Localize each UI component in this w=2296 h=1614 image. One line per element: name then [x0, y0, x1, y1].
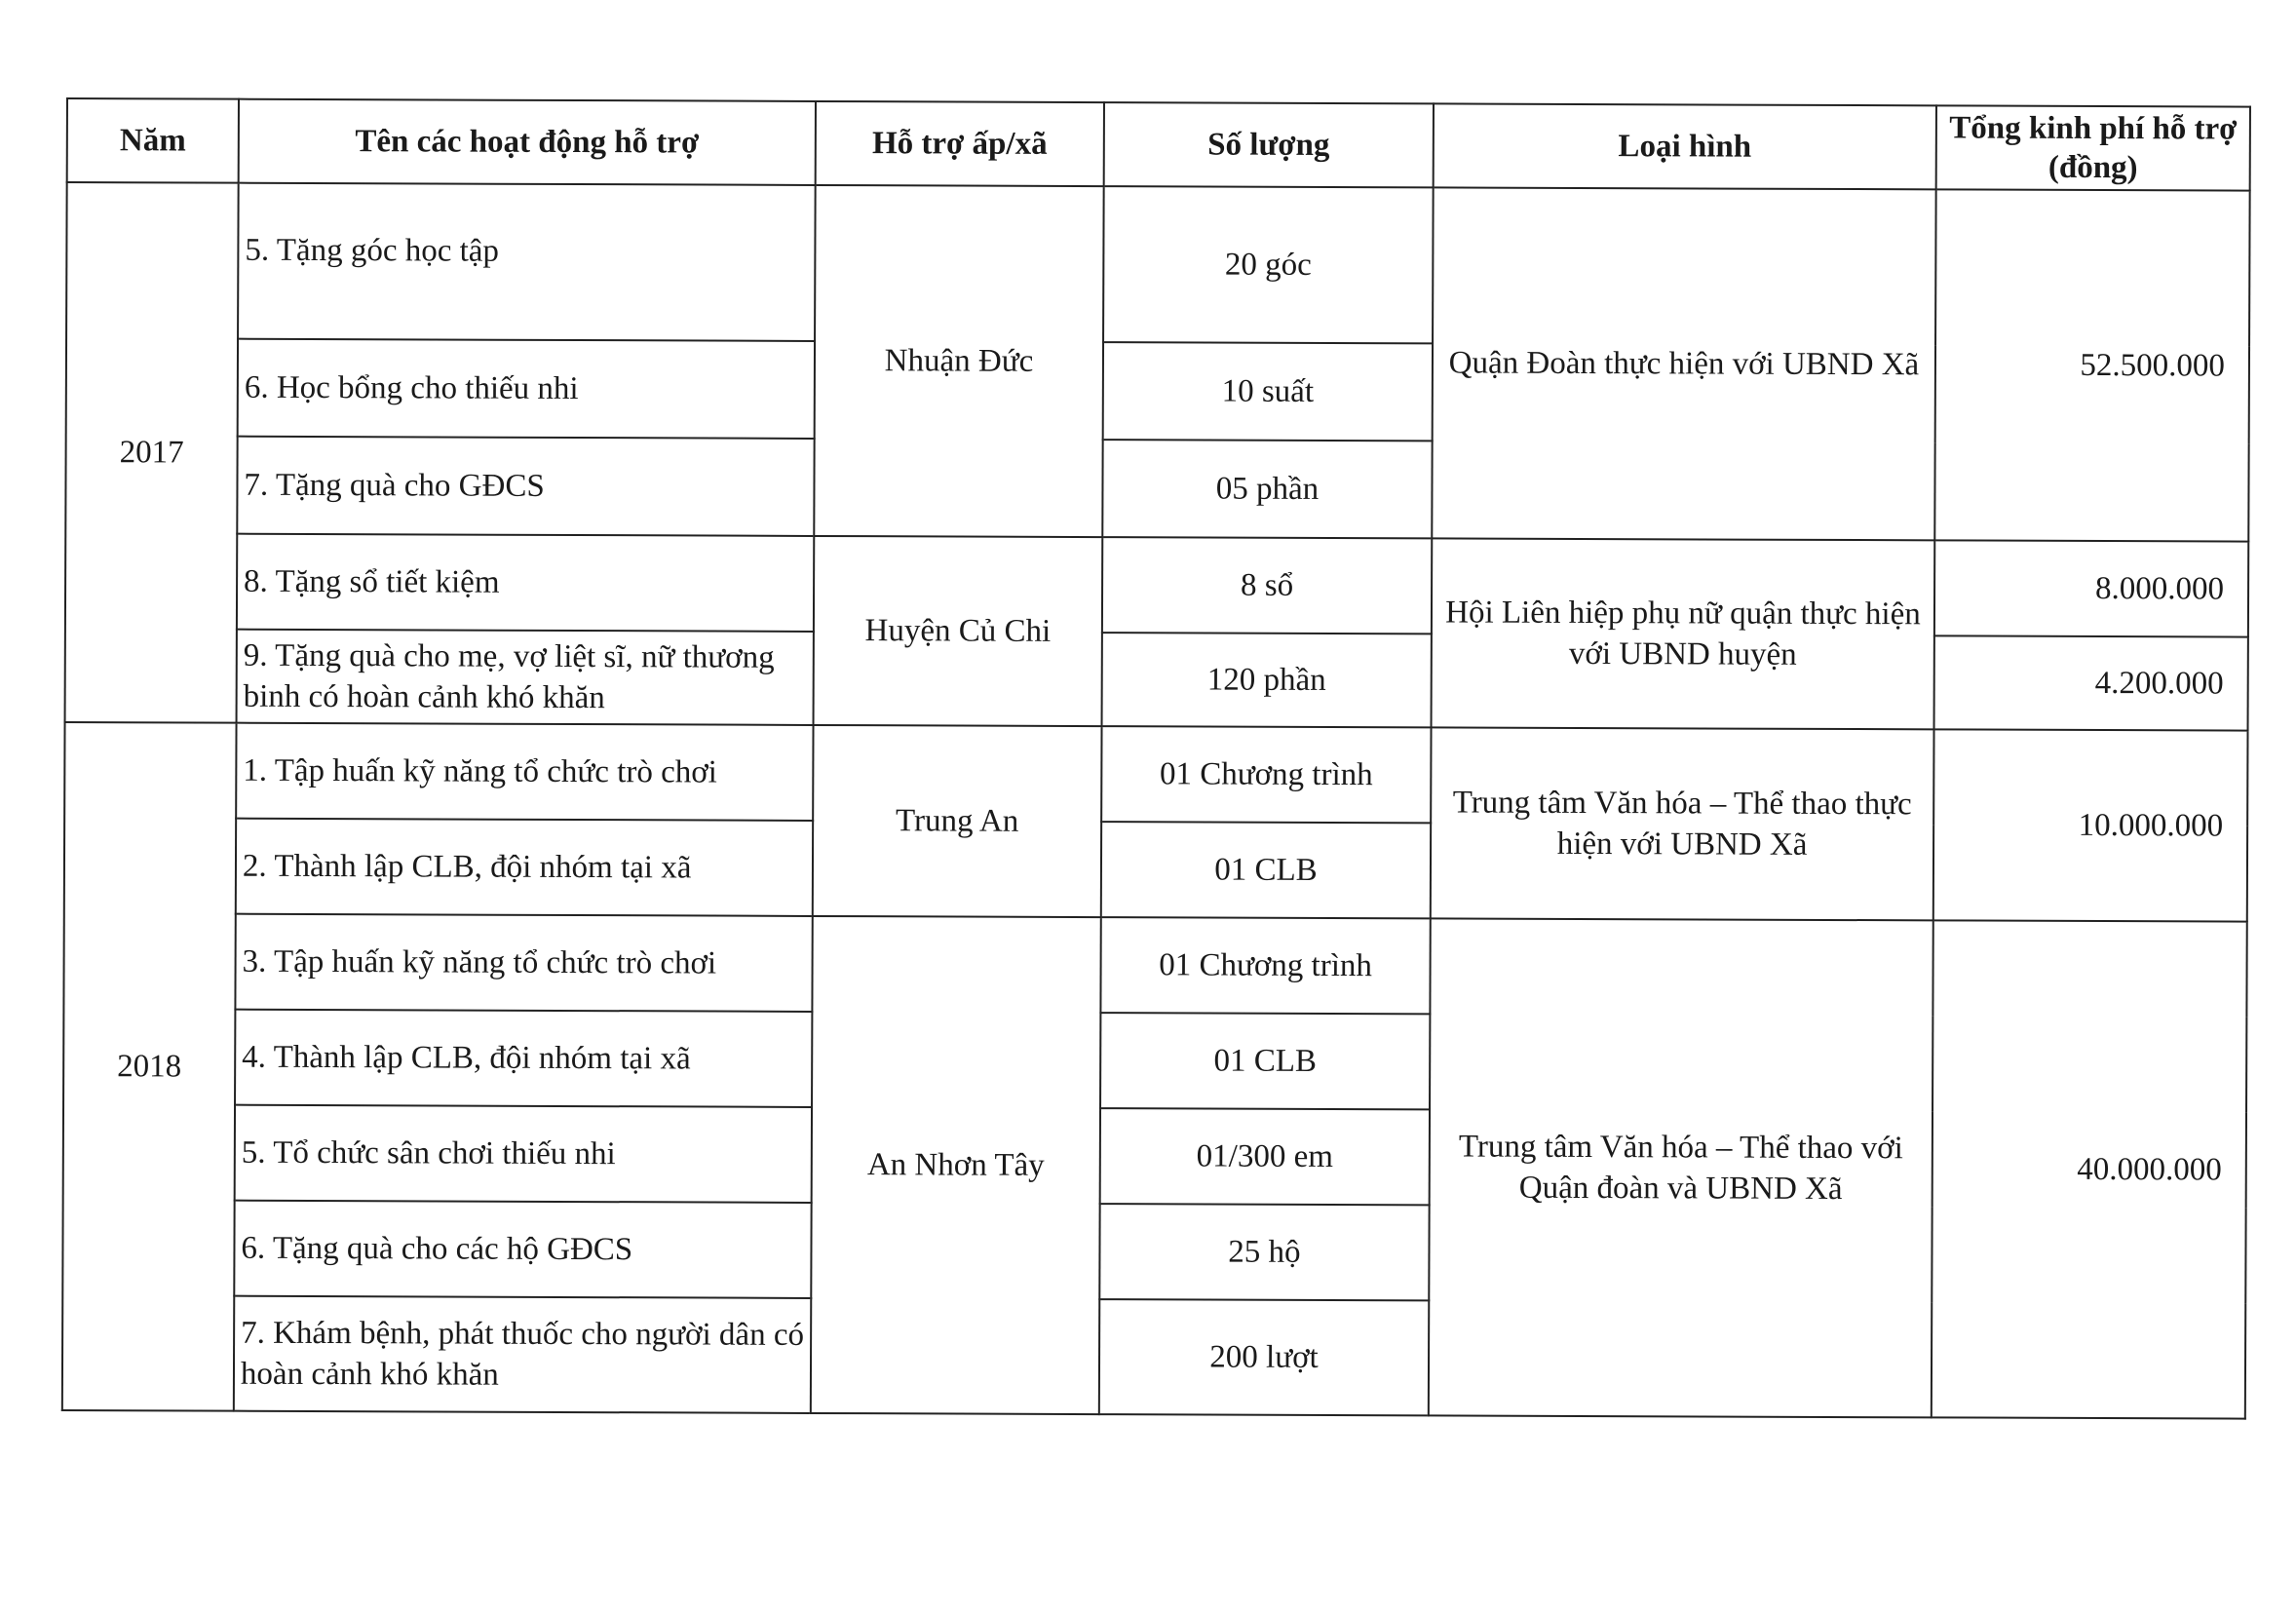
header-type: Loại hình	[1434, 103, 1936, 189]
header-activity: Tên các hoạt động hỗ trợ	[239, 99, 816, 185]
activity-cell: 6. Học bổng cho thiếu nhi	[238, 339, 815, 439]
total-cell: 40.000.000	[1932, 920, 2247, 1418]
quantity-cell: 20 góc	[1103, 186, 1434, 343]
type-cell: Trung tâm Văn hóa – Thể thao thực hiện với UBND Xã	[1431, 727, 1934, 920]
table-row	[65, 533, 2248, 637]
year-cell: 2018	[62, 722, 237, 1411]
header-quantity: Số lượng	[1104, 102, 1434, 187]
quantity-cell: 25 hộ	[1099, 1204, 1429, 1300]
total-cell: 4.200.000	[1934, 635, 2248, 730]
location-cell: Nhuận Đức	[814, 185, 1103, 537]
quantity-cell: 8 sổ	[1102, 537, 1432, 634]
table-row	[63, 913, 2246, 1018]
total-cell: 10.000.000	[1933, 729, 2248, 921]
quantity-cell: 10 suất	[1103, 342, 1433, 441]
quantity-cell: 01 Chương trình	[1100, 917, 1430, 1014]
activity-cell: 7. Tặng quà cho GĐCS	[237, 437, 814, 536]
total-cell: 8.000.000	[1934, 540, 2248, 636]
header-row	[67, 98, 2250, 191]
activity-cell: 3. Tập huấn kỹ năng tổ chức trò chơi	[235, 914, 812, 1012]
location-cell: Huyện Củ Chi	[814, 536, 1103, 726]
type-cell: Hội Liên hiệp phụ nữ quận thực hiện với UBND huyện	[1432, 538, 1935, 729]
activity-cell: 6. Tặng quà cho các hộ GĐCS	[234, 1201, 811, 1298]
table-row	[66, 182, 2250, 347]
activity-cell: 9. Tặng quà cho mẹ, vợ liệt sĩ, nữ thương binh có hoàn cảnh khó khăn	[237, 630, 814, 725]
quantity-cell: 05 phần	[1102, 440, 1432, 538]
location-cell: Trung An	[813, 725, 1102, 917]
activity-cell: 5. Tổ chức sân chơi thiếu nhi	[235, 1105, 812, 1203]
activity-cell: 2. Thành lập CLB, đội nhóm tại xã	[236, 819, 813, 916]
type-cell: Quận Đoàn thực hiện với UBND Xã	[1432, 187, 1935, 540]
header-year: Năm	[67, 98, 239, 183]
activity-cell: 4. Thành lập CLB, đội nhóm tại xã	[235, 1010, 812, 1107]
quantity-cell: 01/300 em	[1100, 1108, 1430, 1205]
activity-cell: 8. Tặng sổ tiết kiệm	[237, 534, 814, 632]
quantity-cell: 01 CLB	[1100, 1013, 1430, 1109]
year-cell: 2017	[65, 182, 239, 723]
quantity-cell: 01 Chương trình	[1101, 726, 1431, 823]
total-cell: 52.500.000	[1934, 189, 2249, 541]
quantity-cell: 200 lượt	[1099, 1299, 1429, 1415]
header-location: Hỗ trợ ấp/xã	[816, 101, 1104, 186]
type-cell: Trung tâm Văn hóa – Thể thao với Quận đoàn và UBND Xã	[1429, 918, 1933, 1417]
activity-cell: 1. Tập huấn kỹ năng tổ chức trò chơi	[236, 723, 813, 821]
table-row	[64, 722, 2247, 826]
quantity-cell: 120 phần	[1102, 633, 1432, 727]
activity-cell: 5. Tặng góc học tập	[238, 183, 816, 341]
header-total: Tổng kinh phí hỗ trợ (đồng)	[1936, 105, 2250, 190]
activity-cell: 7. Khám bệnh, phát thuốc cho người dân có hoàn cảnh khó khăn	[234, 1296, 811, 1413]
quantity-cell: 01 CLB	[1101, 822, 1431, 918]
location-cell: An Nhơn Tây	[811, 916, 1101, 1414]
support-activities-table	[61, 97, 2251, 1420]
